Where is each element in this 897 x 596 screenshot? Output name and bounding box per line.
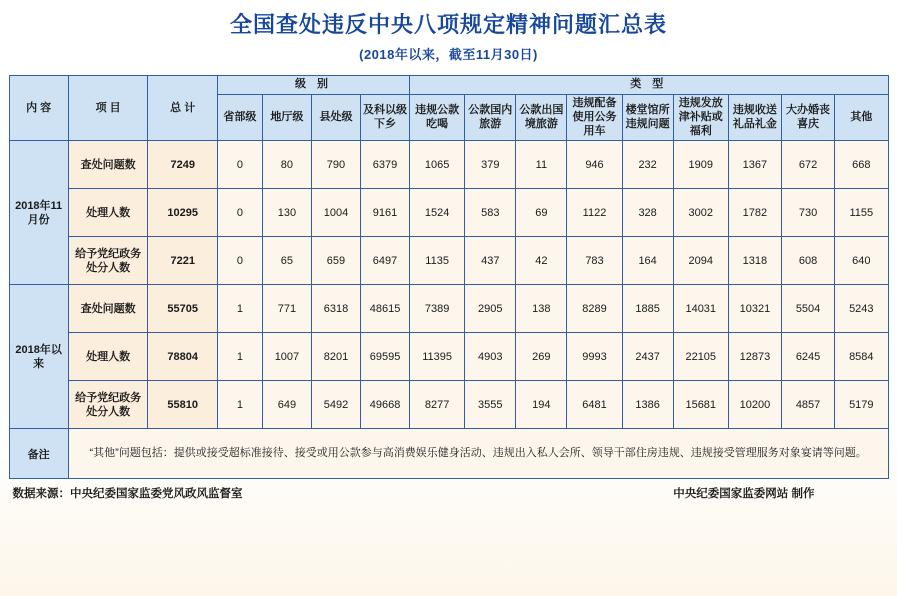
row-label: 查处问题数 [68, 141, 148, 189]
header-level-3: 及科以级下乡 [361, 95, 410, 141]
cell: 649 [262, 381, 311, 429]
cell: 3002 [673, 189, 728, 237]
note-label: 备注 [9, 429, 68, 479]
header-level-0: 省部级 [217, 95, 262, 141]
header-row-1 [9, 76, 888, 95]
table-row [9, 333, 888, 381]
cell: 1 [217, 285, 262, 333]
header-type-2: 公款出国境旅游 [516, 95, 567, 141]
cell: 11395 [410, 333, 465, 381]
footer [9, 485, 889, 501]
cell: 15681 [673, 381, 728, 429]
table-row [9, 237, 888, 285]
cell: 0 [217, 189, 262, 237]
cell: 80 [262, 141, 311, 189]
cell: 668 [835, 141, 888, 189]
cell: 0 [217, 237, 262, 285]
cell: 48615 [361, 285, 410, 333]
row-label: 处理人数 [68, 189, 148, 237]
table-row [9, 189, 888, 237]
table-body [9, 141, 888, 479]
cell: 7389 [410, 285, 465, 333]
header-type-4: 楼堂馆所违规问题 [622, 95, 673, 141]
page-subtitle: (2018年以来，截至11月30日) [359, 47, 538, 63]
row-total: 7221 [148, 237, 217, 285]
footer-source: 数据来源：中央纪委国家监委党风政风监督室 [12, 488, 243, 501]
footer-producer: 中央纪委国家监委网站 制作 [673, 488, 815, 501]
cell: 328 [622, 189, 673, 237]
cell: 6245 [781, 333, 834, 381]
cell: 640 [835, 237, 888, 285]
header-type-8: 其他 [835, 95, 888, 141]
row-group-1: 2018年以来 [9, 285, 68, 429]
cell: 783 [567, 237, 622, 285]
cell: 730 [781, 189, 834, 237]
header-type-5: 违规发放津补贴或福利 [673, 95, 728, 141]
cell: 1318 [728, 237, 781, 285]
cell: 1065 [410, 141, 465, 189]
cell: 42 [516, 237, 567, 285]
cell: 946 [567, 141, 622, 189]
row-label: 处理人数 [68, 333, 148, 381]
note-text: “其他”问题包括：提供或接受超标准接待、接受或用公款参与高消费娱乐健身活动、违规出入私人会所、领导干部住房违规、违规接受管理服务对象宴请等问题。 [68, 429, 888, 479]
cell: 1135 [410, 237, 465, 285]
cell: 3555 [465, 381, 516, 429]
table-row [9, 285, 888, 333]
cell: 1122 [567, 189, 622, 237]
cell: 1 [217, 381, 262, 429]
header-type-6: 违规收送礼品礼金 [728, 95, 781, 141]
row-group-0: 2018年11月份 [9, 141, 68, 285]
header-type-0: 违规公款吃喝 [410, 95, 465, 141]
header-content: 内 容 [9, 76, 68, 141]
row-label: 查处问题数 [68, 285, 148, 333]
cell: 583 [465, 189, 516, 237]
cell: 4903 [465, 333, 516, 381]
cell: 8584 [835, 333, 888, 381]
title-area [0, 0, 897, 63]
cell: 1 [217, 333, 262, 381]
cell: 6318 [311, 285, 360, 333]
cell: 2437 [622, 333, 673, 381]
cell: 379 [465, 141, 516, 189]
cell: 771 [262, 285, 311, 333]
cell: 437 [465, 237, 516, 285]
row-total: 55810 [148, 381, 217, 429]
cell: 14031 [673, 285, 728, 333]
cell: 1524 [410, 189, 465, 237]
cell: 69595 [361, 333, 410, 381]
table-row [9, 381, 888, 429]
cell: 5179 [835, 381, 888, 429]
cell: 8289 [567, 285, 622, 333]
cell: 9161 [361, 189, 410, 237]
cell: 164 [622, 237, 673, 285]
header-level-1: 地厅级 [262, 95, 311, 141]
cell: 6379 [361, 141, 410, 189]
cell: 12873 [728, 333, 781, 381]
row-total: 10295 [148, 189, 217, 237]
cell: 1367 [728, 141, 781, 189]
cell: 1386 [622, 381, 673, 429]
cell: 11 [516, 141, 567, 189]
cell: 608 [781, 237, 834, 285]
header-level-2: 县处级 [311, 95, 360, 141]
cell: 22105 [673, 333, 728, 381]
cell: 130 [262, 189, 311, 237]
row-total: 55705 [148, 285, 217, 333]
row-label: 给予党纪政务处分人数 [68, 381, 148, 429]
cell: 269 [516, 333, 567, 381]
row-total: 78804 [148, 333, 217, 381]
header-item: 项 目 [68, 76, 148, 141]
header-type-7: 大办婚丧喜庆 [781, 95, 834, 141]
cell: 1909 [673, 141, 728, 189]
cell: 1155 [835, 189, 888, 237]
cell: 8201 [311, 333, 360, 381]
header-level-group: 级 别 [217, 76, 409, 95]
header-total: 总 计 [148, 76, 217, 141]
cell: 2094 [673, 237, 728, 285]
cell: 5243 [835, 285, 888, 333]
cell: 4857 [781, 381, 834, 429]
cell: 8277 [410, 381, 465, 429]
page-title: 全国查处违反中央八项规定精神问题汇总表 [229, 12, 667, 37]
cell: 659 [311, 237, 360, 285]
cell: 1004 [311, 189, 360, 237]
cell: 1782 [728, 189, 781, 237]
header-type-3: 违规配备使用公务用车 [567, 95, 622, 141]
cell: 672 [781, 141, 834, 189]
cell: 5492 [311, 381, 360, 429]
cell: 9993 [567, 333, 622, 381]
cell: 0 [217, 141, 262, 189]
cell: 6481 [567, 381, 622, 429]
cell: 5504 [781, 285, 834, 333]
cell: 790 [311, 141, 360, 189]
header-type-group: 类 型 [410, 76, 888, 95]
cell: 49668 [361, 381, 410, 429]
summary-table [9, 75, 889, 479]
cell: 1885 [622, 285, 673, 333]
table-head [9, 76, 888, 141]
cell: 10200 [728, 381, 781, 429]
cell: 69 [516, 189, 567, 237]
header-type-1: 公款国内旅游 [465, 95, 516, 141]
cell: 6497 [361, 237, 410, 285]
cell: 194 [516, 381, 567, 429]
note-row [9, 429, 888, 479]
cell: 10321 [728, 285, 781, 333]
cell: 65 [262, 237, 311, 285]
cell: 138 [516, 285, 567, 333]
table-row [9, 141, 888, 189]
row-label: 给予党纪政务处分人数 [68, 237, 148, 285]
cell: 232 [622, 141, 673, 189]
cell: 2905 [465, 285, 516, 333]
row-total: 7249 [148, 141, 217, 189]
cell: 1007 [262, 333, 311, 381]
